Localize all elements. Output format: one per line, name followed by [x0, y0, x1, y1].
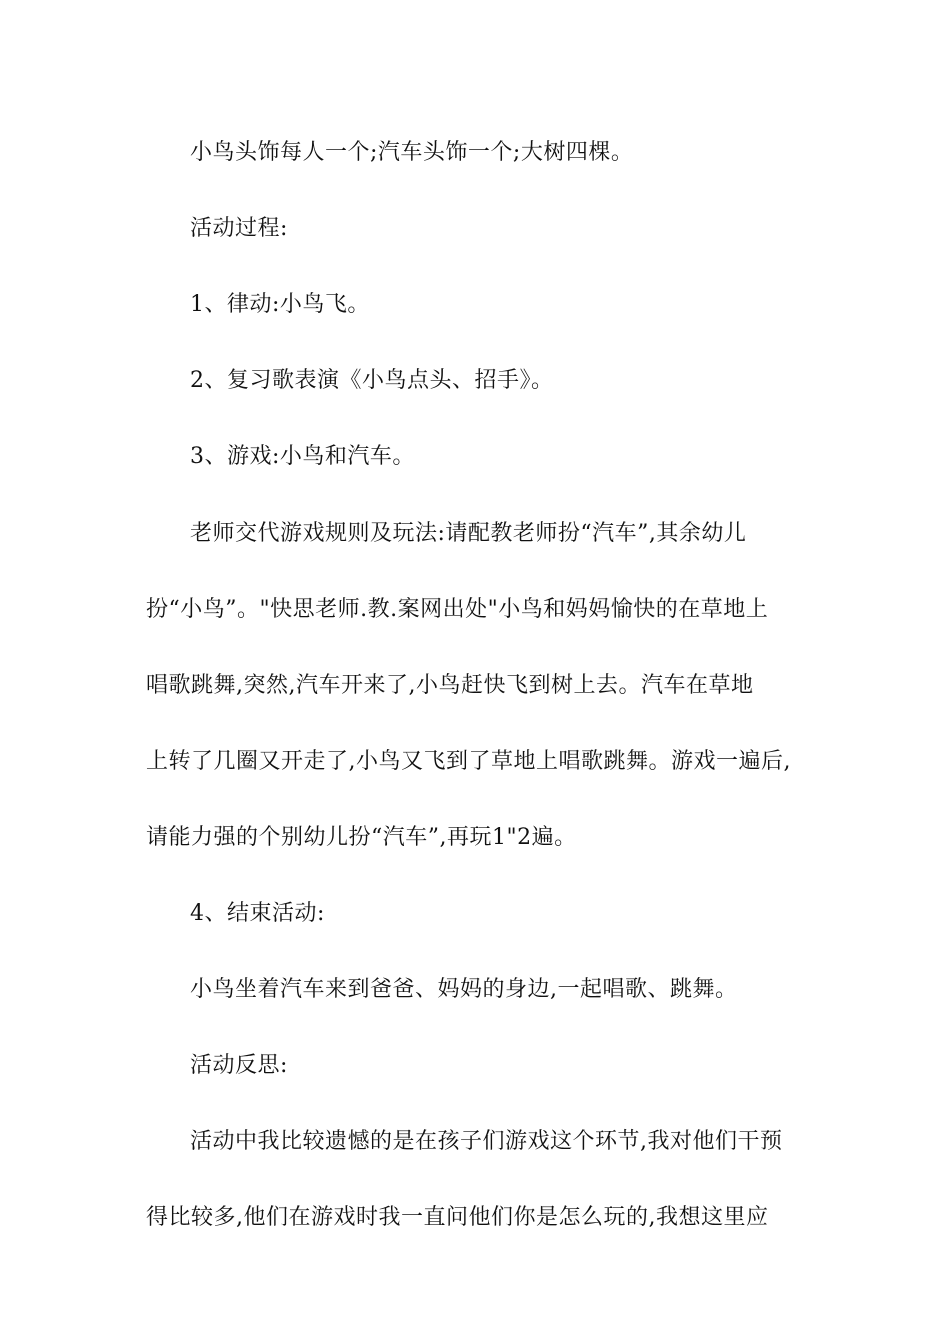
step-4: 4、结束活动:: [190, 901, 325, 926]
process-heading: 活动过程:: [190, 216, 288, 241]
materials-line: 小鸟头饰每人一个;汽车头饰一个;大树四棵。: [190, 140, 634, 165]
ending-line: 小鸟坐着汽车来到爸爸、妈妈的身边,一起唱歌、跳舞。: [190, 977, 738, 1002]
step-1: 1、律动:小鸟飞。: [190, 292, 370, 317]
rules-line-3: 唱歌跳舞,突然,汽车开来了,小鸟赶快飞到树上去。汽车在草地: [146, 673, 754, 698]
step-2: 2、复习歌表演《小鸟点头、招手》。: [190, 368, 554, 393]
rules-line-2: 扮“小鸟”。"快思老师.教.案网出处"小鸟和妈妈愉快的在草地上: [146, 597, 769, 622]
rules-line-5: 请能力强的个别幼儿扮“汽车”,再玩1"2遍。: [146, 825, 577, 850]
rules-line-4: 上转了几圈又开走了,小鸟又飞到了草地上唱歌跳舞。游戏一遍后,: [146, 749, 791, 774]
reflection-line-2: 得比较多,他们在游戏时我一直问他们你是怎么玩的,我想这里应: [146, 1205, 769, 1230]
rules-line-1: 老师交代游戏规则及玩法:请配教老师扮“汽车”,其余幼儿: [190, 521, 747, 546]
step-3: 3、游戏:小鸟和汽车。: [190, 444, 415, 469]
reflection-heading: 活动反思:: [190, 1053, 288, 1078]
reflection-line-1: 活动中我比较遗憾的是在孩子们游戏这个环节,我对他们干预: [190, 1129, 783, 1154]
